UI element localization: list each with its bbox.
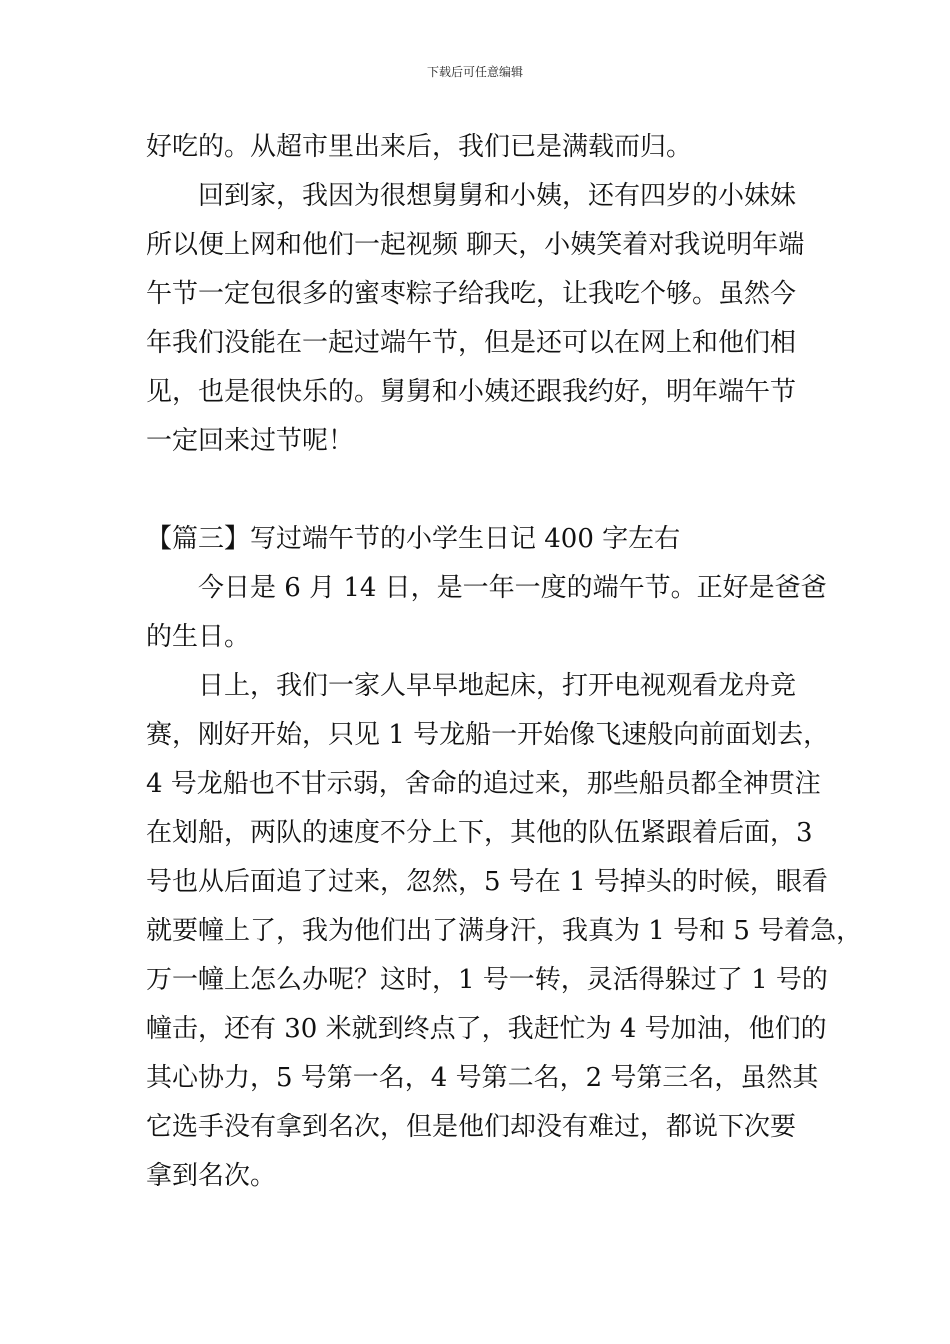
paragraph-line: 4 号龙船也不甘示弱，舍命的追过来，那些船员都全神贯注 — [146, 769, 821, 799]
paragraph-line: 所以便上网和他们一起视频 聊天，小姨笑着对我说明年端 — [146, 230, 805, 260]
page-header: 下载后可任意编辑 — [426, 65, 523, 79]
paragraph-line: 拿到名次。 — [146, 1161, 277, 1191]
blank-line — [146, 466, 810, 515]
paragraph-line: 其心协力，5 号第一名，4 号第二名，2 号第三名，虽然其 — [146, 1063, 819, 1093]
paragraph-line: 一定回来过节呢！ — [146, 426, 355, 456]
paragraph-line: 午节一定包很多的蜜枣粽子给我吃，让我吃个够。虽然今 — [146, 279, 797, 309]
section-heading: 【篇三】写过端午节的小学生日记 400 字左右 — [146, 524, 681, 554]
paragraph-line: 日上，我们一家人早早地起床，打开电视观看龙舟竞 — [198, 671, 797, 701]
paragraph-line: 在划船，两队的速度不分上下，其他的队伍紧跟着后面，3 — [146, 818, 813, 848]
paragraph-line: 今日是 6 月 14 日，是一年一度的端午节。正好是爸爸 — [198, 573, 827, 603]
paragraph-line: 幢击，还有 30 米就到终点了，我赶忙为 4 号加油，他们的 — [146, 1014, 827, 1044]
paragraph-line: 的生日。 — [146, 622, 251, 652]
paragraph-line: 赛，刚好开始，只见 1 号龙船一开始像飞速般向前面划去， — [146, 720, 830, 750]
paragraph-line: 万一幢上怎么办呢？这时，1 号一转，灵活得躲过了 1 号的 — [146, 965, 828, 995]
paragraph-line: 它选手没有拿到名次，但是他们却没有难过，都说下次要 — [146, 1112, 797, 1142]
paragraph-line: 就要幢上了，我为他们出了满身汗，我真为 1 号和 5 号着急， — [146, 916, 863, 946]
paragraph-line: 年我们没能在一起过端午节，但是还可以在网上和他们相 — [146, 328, 797, 358]
document-body — [146, 123, 863, 1201]
paragraph-line: 见，也是很快乐的。舅舅和小姨还跟我约好，明年端午节 — [146, 377, 797, 407]
paragraph-line: 号也从后面追了过来，忽然，5 号在 1 号掉头的时候，眼看 — [146, 867, 828, 897]
paragraph-line: 回到家，我因为很想舅舅和小姨，还有四岁的小妹妹 — [198, 181, 797, 211]
paragraph-line: 好吃的。从超市里出来后，我们已是满载而归。 — [146, 132, 693, 162]
